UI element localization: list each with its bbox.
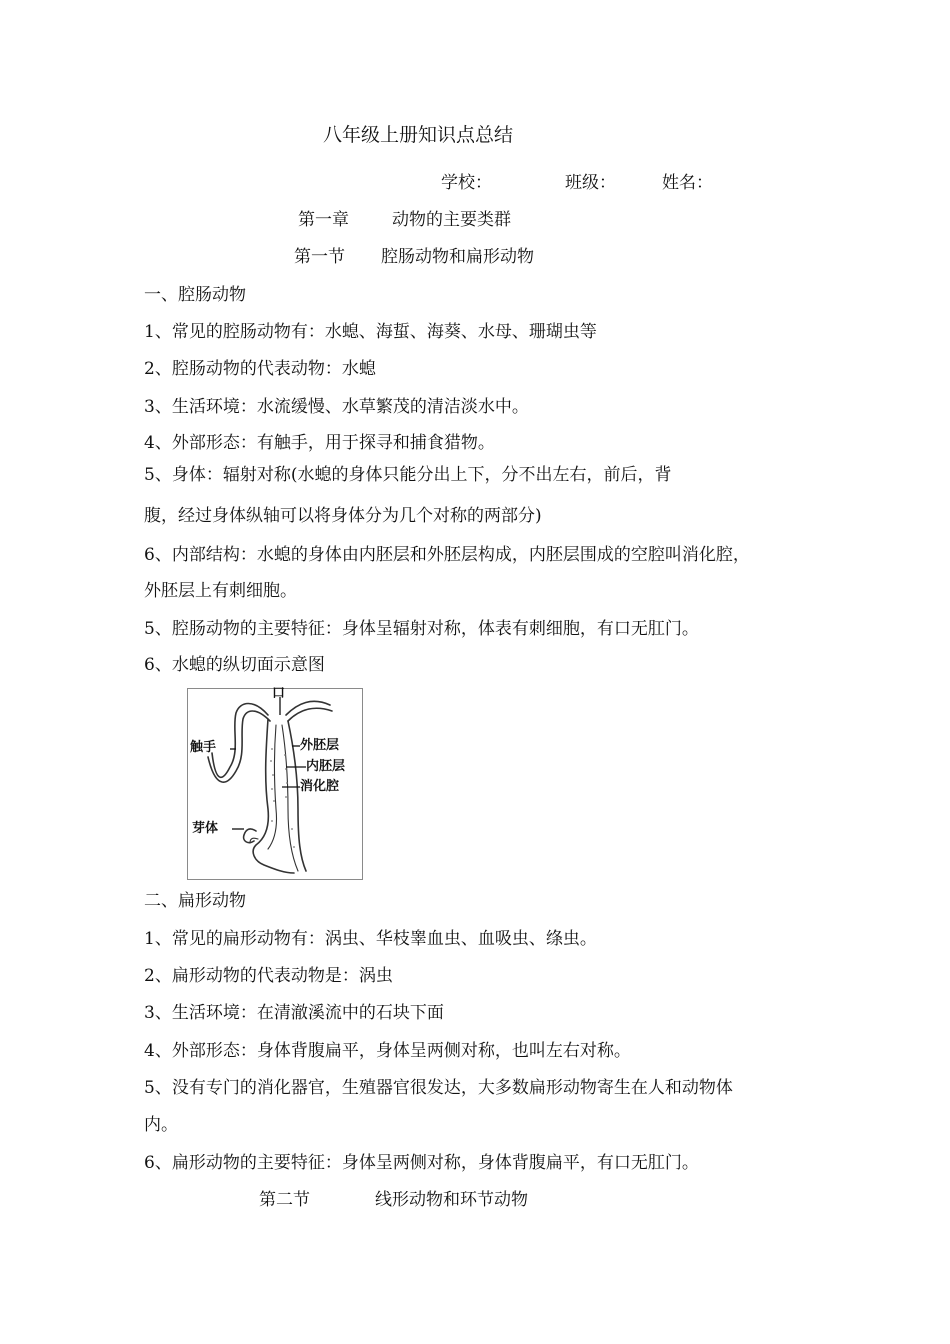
body-line: 1、常见的腔肠动物有：水螅、海蜇、海葵、水母、珊瑚虫等 bbox=[144, 322, 597, 342]
body-line: 2、腔肠动物的代表动物：水螅 bbox=[144, 359, 376, 379]
body-line: 5、身体：辐射对称(水螅的身体只能分出上下，分不出左右，前后，背 bbox=[144, 465, 672, 485]
body-line: 4、外部形态：有触手，用于探寻和捕食猎物。 bbox=[144, 433, 495, 453]
body-line: 2、扁形动物的代表动物是：涡虫 bbox=[144, 966, 393, 986]
class-field-label: 班级： bbox=[565, 173, 616, 193]
body-line: 6、内部结构：水螅的身体由内胚层和外胚层构成，内胚层围成的空腔叫消化腔， bbox=[144, 545, 750, 565]
ectoderm-label: 外胚层 bbox=[300, 738, 340, 753]
part-heading: 二、扁形动物 bbox=[144, 891, 246, 911]
body-line: 6、水螅的纵切面示意图 bbox=[144, 655, 325, 675]
body-line: 5、腔肠动物的主要特征：身体呈辐射对称，体表有刺细胞，有口无肛门。 bbox=[144, 619, 699, 639]
body-line: 1、常见的扁形动物有：涡虫、华枝睾血虫、血吸虫、绦虫。 bbox=[144, 929, 597, 949]
endoderm-label: 内胚层 bbox=[306, 759, 346, 774]
school-field-label: 学校： bbox=[441, 173, 492, 193]
page-title: 八年级上册知识点总结 bbox=[323, 124, 514, 146]
section-title: 线形动物和环节动物 bbox=[375, 1190, 528, 1210]
body-line: 4、外部形态：身体背腹扁平，身体呈两侧对称，也叫左右对称。 bbox=[144, 1041, 631, 1061]
name-field-label: 姓名： bbox=[662, 173, 713, 193]
body-line: 内。 bbox=[144, 1115, 178, 1135]
body-line: 5、没有专门的消化器官，生殖器官很发达，大多数扁形动物寄生在人和动物体 bbox=[144, 1078, 733, 1098]
section-number: 第二节 bbox=[259, 1190, 310, 1210]
body-line: 腹，经过身体纵轴可以将身体分为几个对称的两部分) bbox=[144, 506, 542, 526]
body-line: 6、扁形动物的主要特征：身体呈两侧对称，身体背腹扁平，有口无肛门。 bbox=[144, 1153, 699, 1173]
bud-label: 芽体 bbox=[192, 821, 219, 836]
body-line: 3、生活环境：水流缓慢、水草繁茂的清洁淡水中。 bbox=[144, 397, 529, 417]
mouth-label: 口 bbox=[272, 686, 286, 701]
section-title: 腔肠动物和扁形动物 bbox=[381, 247, 534, 267]
tentacle-label: 触手 bbox=[190, 740, 217, 755]
section-number: 第一节 bbox=[294, 247, 345, 267]
chapter-number: 第一章 bbox=[298, 210, 349, 230]
hydra-section-diagram bbox=[187, 688, 363, 880]
digestive-cavity-label: 消化腔 bbox=[300, 779, 340, 794]
body-line: 3、生活环境：在清澈溪流中的石块下面 bbox=[144, 1003, 444, 1023]
chapter-title: 动物的主要类群 bbox=[392, 210, 511, 230]
body-line: 外胚层上有刺细胞。 bbox=[144, 581, 297, 601]
part-heading: 一、腔肠动物 bbox=[144, 285, 246, 305]
